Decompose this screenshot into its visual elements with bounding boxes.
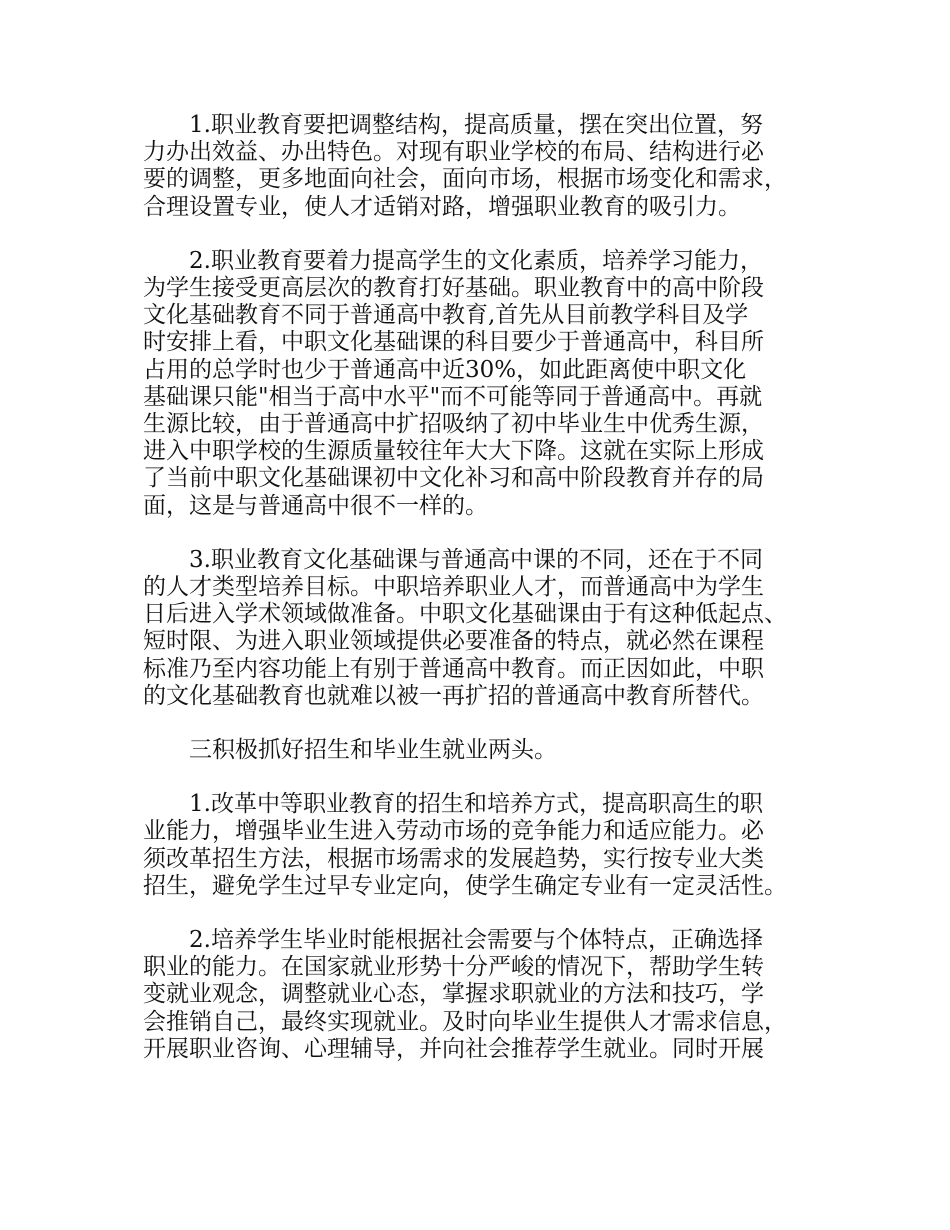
text-line: 业能力，增强毕业生进入劳动市场的竞争能力和适应能力。必 xyxy=(143,818,764,845)
text-line: 时安排上看，中职文化基础课的科目要少于普通高中，科目所 xyxy=(143,329,764,356)
text-line: 1.改革中等职业教育的招生和培养方式，提高职高生的职 xyxy=(189,791,763,818)
text-line: 会推销自己，最终实现就业。及时向毕业生提供人才需求信息， xyxy=(143,1008,787,1035)
text-line: 1.职业教育要把调整结构，提高质量，摆在突出位置，努 xyxy=(189,112,763,138)
text-line: 职业的能力。在国家就业形势十分严峻的情况下，帮助学生转 xyxy=(143,954,764,981)
text-line: 2.培养学生毕业时能根据社会需要与个体特点，正确选择 xyxy=(189,927,763,954)
text-line: 标准乃至内容功能上有别于普通高中教育。而正因如此，中职 xyxy=(143,655,764,682)
paragraph xyxy=(143,791,831,900)
section-heading xyxy=(143,737,831,764)
text-line: 2.职业教育要着力提高学生的文化素质，培养学习能力， xyxy=(189,247,763,274)
text-line: 招生，避免学生过早专业定向，使学生确定专业有一定灵活性。 xyxy=(143,872,787,899)
text-line: 开展职业咨询、心理辅导，并向社会推荐学生就业。同时开展 xyxy=(143,1035,764,1062)
text-line: 生源比较，由于普通高中扩招吸纳了初中毕业生中优秀生源， xyxy=(143,411,764,438)
text-line: 进入中职学校的生源质量较往年大大下降。这就在实际上形成 xyxy=(143,438,764,465)
text-line: 3.职业教育文化基础课与普通高中课的不同，还在于不同 xyxy=(189,546,763,573)
text-line: 三积极抓好招生和毕业生就业两头。 xyxy=(189,737,557,764)
text-line: 基础课只能"相当于高中水平"而不可能等同于普通高中。再就 xyxy=(143,383,763,410)
text-line: 短时限、为进入职业领域提供必要准备的特点，就必然在课程 xyxy=(143,628,764,655)
text-line: 为学生接受更高层次的教育打好基础。职业教育中的高中阶段 xyxy=(143,275,764,302)
text-line: 须改革招生方法，根据市场需求的发展趋势，实行按专业大类 xyxy=(143,845,764,872)
text-line: 力办出效益、办出特色。对现有职业学校的布局、结构进行必 xyxy=(143,139,764,166)
document-page xyxy=(143,112,831,1090)
text-line: 要的调整，更多地面向社会，面向市场，根据市场变化和需求， xyxy=(143,166,787,193)
paragraph xyxy=(143,112,831,221)
text-line: 面，这是与普通高中很不一样的。 xyxy=(143,492,488,519)
text-line: 了当前中职文化基础课初中文化补习和高中阶段教育并存的局 xyxy=(143,465,764,492)
text-line: 变就业观念，调整就业心态，掌握求职就业的方法和技巧，学 xyxy=(143,981,764,1008)
text-line: 的人才类型培养目标。中职培养职业人才，而普通高中为学生 xyxy=(143,574,764,601)
text-line: 的文化基础教育也就难以被一再扩招的普通高中教育所替代。 xyxy=(143,682,764,709)
paragraph xyxy=(143,547,831,710)
text-line: 文化基础教育不同于普通高中教育,首先从目前教学科目及学 xyxy=(143,302,749,329)
paragraph xyxy=(143,248,831,520)
text-line: 占用的总学时也少于普通高中近30%，如此距离使中职文化 xyxy=(143,356,747,383)
text-line: 合理设置专业，使人才适销对路，增强职业教育的吸引力。 xyxy=(143,193,741,220)
text-line: 日后进入学术领域做准备。中职文化基础课由于有这种低起点、 xyxy=(143,601,787,628)
paragraph xyxy=(143,927,831,1063)
